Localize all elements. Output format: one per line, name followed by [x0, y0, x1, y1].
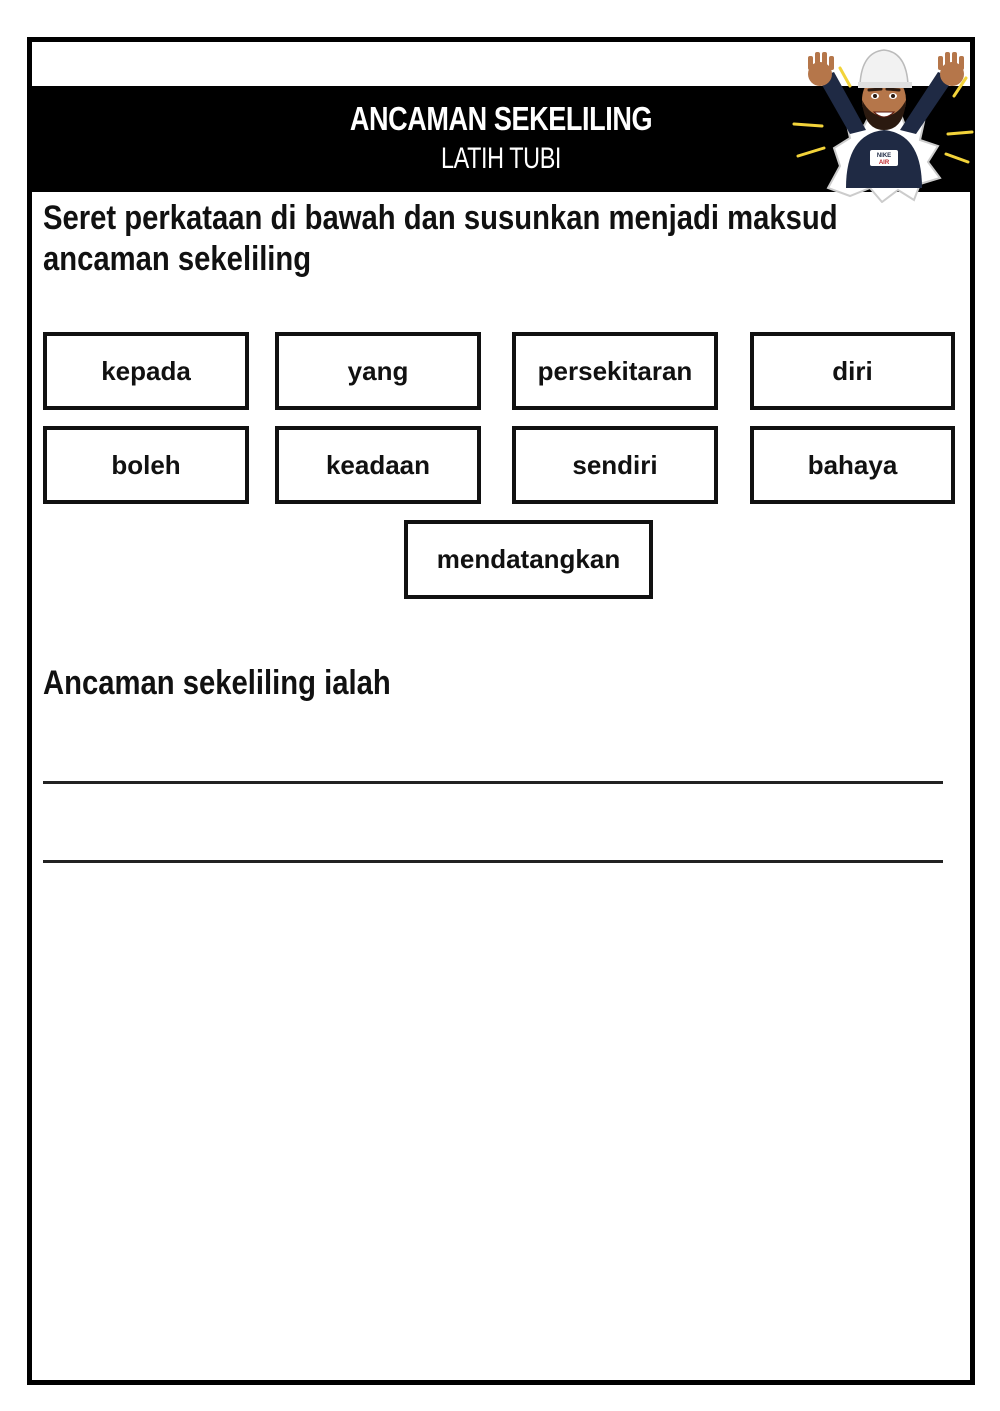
- word-card[interactable]: bahaya: [750, 426, 955, 504]
- word-card[interactable]: diri: [750, 332, 955, 410]
- word-card[interactable]: persekitaran: [512, 332, 718, 410]
- word-card[interactable]: boleh: [43, 426, 249, 504]
- instruction-line-1: Seret perkataan di bawah dan susunkan menjadi maksud: [43, 199, 838, 237]
- word-card[interactable]: keadaan: [275, 426, 481, 504]
- word-card[interactable]: yang: [275, 332, 481, 410]
- instruction-line-2: ancaman sekeliling: [43, 240, 312, 278]
- word-card[interactable]: kepada: [43, 332, 249, 410]
- hoodie-logo-text: NIKE: [876, 153, 892, 159]
- page-subtitle: LATIH TUBI: [440, 142, 562, 175]
- word-card[interactable]: sendiri: [512, 426, 718, 504]
- answer-drop-line-2[interactable]: [43, 860, 943, 863]
- page-title: ANCAMAN SEKELILING: [349, 100, 653, 137]
- answer-drop-line-1[interactable]: [43, 781, 943, 784]
- instruction-text: [43, 198, 929, 280]
- hoodie-logo-subtext: AIR: [878, 160, 890, 166]
- answer-label: Ancaman sekeliling ialah: [43, 664, 391, 702]
- cartoon-avatar-icon: [788, 38, 978, 203]
- word-card[interactable]: mendatangkan: [404, 520, 653, 599]
